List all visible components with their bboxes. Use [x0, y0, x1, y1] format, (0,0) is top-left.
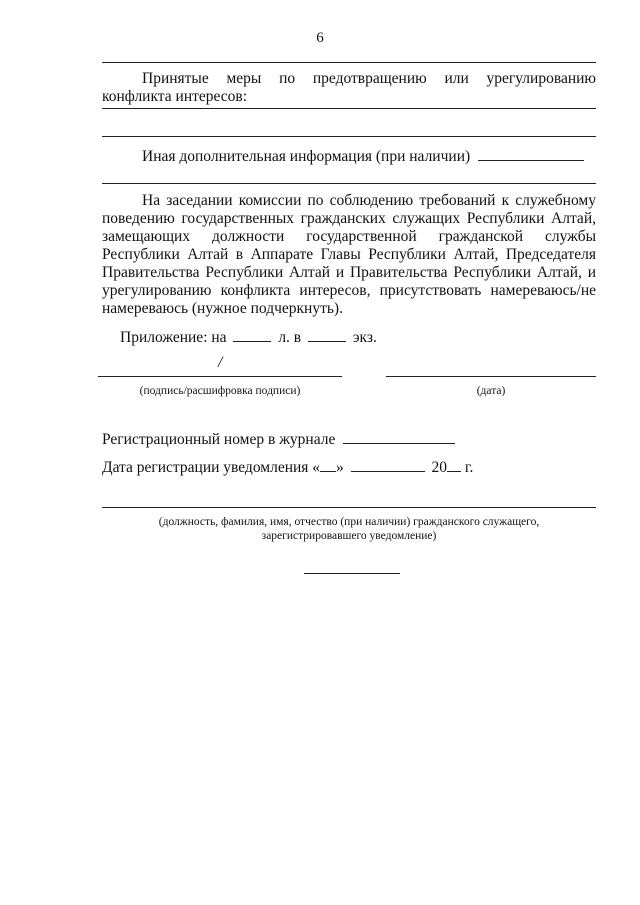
- top-rule: [102, 62, 596, 63]
- measures-word-6: урегулированию: [486, 70, 596, 87]
- signature-slash: /: [218, 354, 223, 371]
- attachment-prefix: Приложение: на: [120, 329, 227, 346]
- registration-month-blank[interactable]: [351, 457, 425, 472]
- registration-number-label: Регистрационный номер в журнале: [102, 431, 336, 448]
- measures-word-1: Принятые: [142, 70, 209, 87]
- commission-line-1: На заседании комиссии по соблюдению требований к служебному: [142, 192, 596, 209]
- registration-number-blank[interactable]: [343, 429, 455, 444]
- other-info-line: [102, 146, 596, 166]
- date-line[interactable]: [386, 376, 596, 377]
- measures-line-1: [102, 70, 596, 88]
- measures-word-2: меры: [226, 70, 262, 87]
- other-info-blank[interactable]: [478, 146, 584, 161]
- registration-year-prefix: 20: [431, 459, 448, 476]
- other-info-label: Иная дополнительная информация (при наличии): [142, 148, 471, 165]
- registrar-caption-line-2: зарегистрировавшего уведомление): [261, 530, 437, 542]
- registration-year-suffix: г.: [464, 459, 474, 476]
- registration-date-line: [102, 457, 596, 477]
- commission-line-4: Республики Алтай в Аппарате Главы Республики Алтай, Председателя: [102, 246, 596, 263]
- commission-line-5: Правительства Республики Алтай и Правительства Республики Алтай, и: [102, 264, 596, 281]
- registration-day-blank[interactable]: [320, 457, 336, 472]
- commission-line-2: поведению государственных гражданских служащих Республики Алтай,: [102, 210, 596, 227]
- end-rule: [304, 573, 400, 574]
- registration-year-blank[interactable]: [447, 457, 461, 472]
- commission-line-3: замещающих должности государственной гражданской службы: [102, 228, 596, 245]
- measures-word-5: или: [444, 70, 469, 87]
- attachment-line: [102, 327, 596, 347]
- commission-line-7: намереваюсь (нужное подчеркнуть).: [102, 300, 343, 317]
- measures-fill-line-1[interactable]: [102, 108, 596, 109]
- measures-word-3: по: [279, 70, 296, 87]
- registration-date-label-start: Дата регистрации уведомления «: [102, 459, 321, 476]
- attachment-pages-blank[interactable]: [233, 327, 271, 342]
- signature-caption: (подпись/расшифровка подписи): [139, 385, 301, 397]
- measures-word-4: предотвращению: [312, 70, 427, 87]
- page-number: 6: [316, 30, 324, 46]
- signature-line[interactable]: [98, 376, 342, 377]
- other-info-fill-line[interactable]: [102, 183, 596, 184]
- registration-number-line: [102, 429, 596, 449]
- attachment-middle: л. в: [278, 329, 302, 346]
- registrar-line[interactable]: [102, 507, 596, 508]
- registration-date-label-mid: »: [336, 459, 344, 476]
- commission-line-6: урегулированию конфликта интересов, присутствовать намереваюсь/не: [102, 282, 596, 299]
- registrar-caption-line-1: (должность, фамилия, имя, отчество (при наличии) гражданского служащего,: [158, 516, 540, 528]
- attachment-copies-blank[interactable]: [308, 327, 346, 342]
- measures-line-2: конфликта интересов:: [102, 88, 248, 105]
- date-caption: (дата): [476, 385, 506, 397]
- attachment-suffix: экз.: [352, 329, 377, 346]
- measures-fill-line-2[interactable]: [102, 136, 596, 137]
